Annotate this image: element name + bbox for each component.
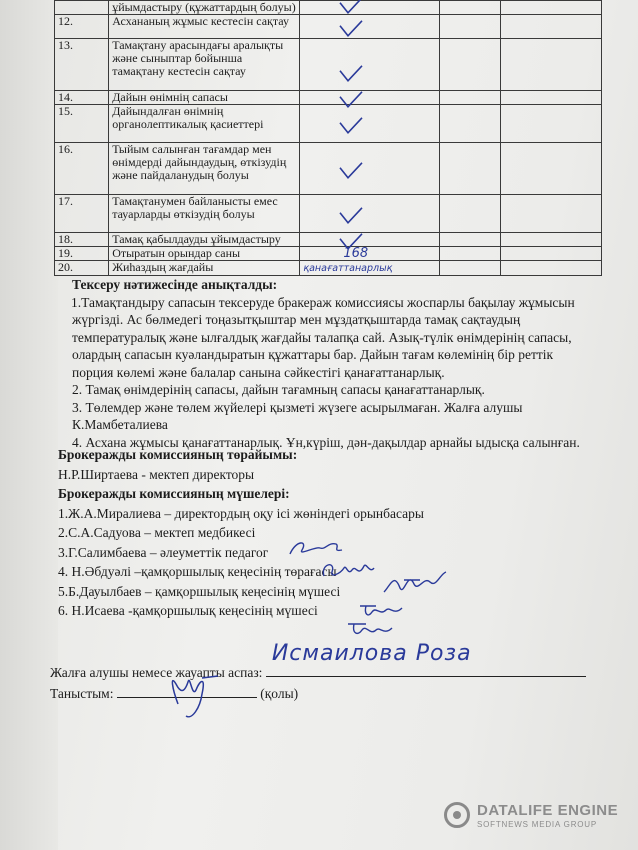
finding-text: олардың сапасын куәландыратын құжаттары бар. Дайын тағам көлемінің бір реттік	[72, 347, 554, 362]
watermark-logo	[444, 800, 624, 836]
check-mark-icon	[338, 116, 364, 134]
ack-suffix: (қолы)	[260, 686, 299, 701]
check-mark-icon	[338, 161, 364, 179]
datalife-logo-icon	[444, 802, 470, 828]
finding-text: К.Мамбеталиева	[72, 417, 168, 432]
table-row: 12. Асхананың жұмыс кестесін сақтау	[55, 15, 602, 39]
tenant-name: Исмаилова Роза	[271, 641, 472, 666]
ack-label: Таныстым:	[50, 686, 114, 701]
signature-ack	[162, 664, 222, 722]
table-row: 17. Тамақтанумен байланысты емес тауарларды өткізудің болуы	[55, 195, 602, 233]
finding-text: 1.Тамақтандыру сапасын тексеруде бракераж комиссиясы жоспарлы бақылау жұмысын	[71, 294, 575, 310]
watermark-title: DATALIFE ENGINE	[477, 802, 619, 819]
signature-dauylbaev	[356, 598, 408, 620]
watermark-subtitle: SOFTNEWS MEDIA GROUP	[477, 820, 598, 829]
member-item: 2.С.А.Садуова – мектеп медбикесі	[58, 525, 256, 540]
finding-text: температуралық және ылғалдық жағдайы талапқа сай. Азық-түлік өнімдерінің сапасы,	[72, 329, 572, 345]
member-item: 4. Н.Әбдуәлі –қамқоршылық кеңесінің төрағасы	[58, 564, 337, 579]
finding-text: 2. Тамақ өнімдерінің сапасы, дайын тағамның сапасы қанағаттанарлық.	[72, 382, 485, 397]
check-mark-icon	[338, 65, 364, 83]
table-row: 19. Отыратын орындар саны 168	[55, 247, 602, 261]
table-row: 16. Тыйым салынған тағамдар мен өнімдерді дайындаудың, өткізудің және пайдаланудың болуы	[55, 143, 602, 195]
member-item: 1.Ж.А.Миралиева – директордың оқу ісі жөніндегі орынбасары	[58, 505, 424, 521]
findings-section	[72, 276, 620, 451]
page-edge-shadow	[0, 0, 58, 850]
table-row: 14. Дайын өнімнің сапасы	[55, 91, 602, 105]
finding-text: жүргізді. Ас бөлмедегі тоңазытқыштар мен мұздатқыштарда тамақ сақтаудың	[72, 312, 521, 327]
signature-salimbaeva	[318, 556, 378, 584]
signature-abdueli	[380, 566, 450, 600]
member-item: 3.Г.Салимбаева – әлеуметтік педагог	[58, 544, 269, 560]
furniture-condition: қанағаттанарлық	[303, 263, 393, 274]
seat-count: 168	[343, 246, 369, 261]
table-row: 15. Дайындалған өнімнің органолептикалық қасиеттері	[55, 105, 602, 143]
members-heading: Брокеражды комиссияның мүшелері:	[58, 486, 290, 501]
tenant-signature-line	[266, 641, 586, 677]
inspection-table	[54, 0, 602, 276]
chair-heading: Брокеражды комиссияның төрайымы:	[58, 447, 298, 462]
footer-section	[50, 641, 610, 704]
member-item: 6. Н.Исаева -қамқоршылық кеңесінің мүшесі	[58, 603, 318, 618]
member-item: 5.Б.Дауылбаев – қамқоршылық кеңесінің мүшесі	[58, 583, 341, 599]
finding-text: порция көлемі және балалар санына сәйкестігі қанағаттанарлық.	[72, 364, 445, 380]
signature-isaeva	[344, 618, 398, 640]
check-mark-icon	[338, 19, 364, 37]
check-mark-icon	[338, 0, 364, 14]
check-mark-icon	[338, 206, 364, 224]
table-row: 13. Тамақтану арасындағы аралықты және сыныптар бойынша тамақтану кестесін сақтау	[55, 39, 602, 91]
commission-section	[58, 445, 606, 621]
findings-heading: Тексеру нәтижесінде анықталды:	[72, 277, 278, 292]
row-text: ұйымдастыру (құжаттардың болуы)	[112, 0, 296, 14]
table-row: 20. Жиһаздың жағдайы қанағаттанарлық	[55, 261, 602, 276]
chair-name: Н.Р.Ширтаева - мектеп директоры	[58, 466, 255, 482]
finding-text: 3. Төлемдер және төлем жүйелері қызметі жүзеге асырылмаған. Жалға алушы	[72, 399, 523, 415]
tenant-label: Жалға алушы немесе жауапты аспаз:	[50, 665, 263, 680]
table-row	[55, 1, 602, 15]
finding-text: 4. Асхана жұмысы қанағаттанарлық. Ұн,күріш, дән-дақылдар арнайы ыдысқа салынған.	[72, 434, 580, 450]
table-row: 18. Тамақ қабылдауды ұйымдастыру	[55, 233, 602, 247]
